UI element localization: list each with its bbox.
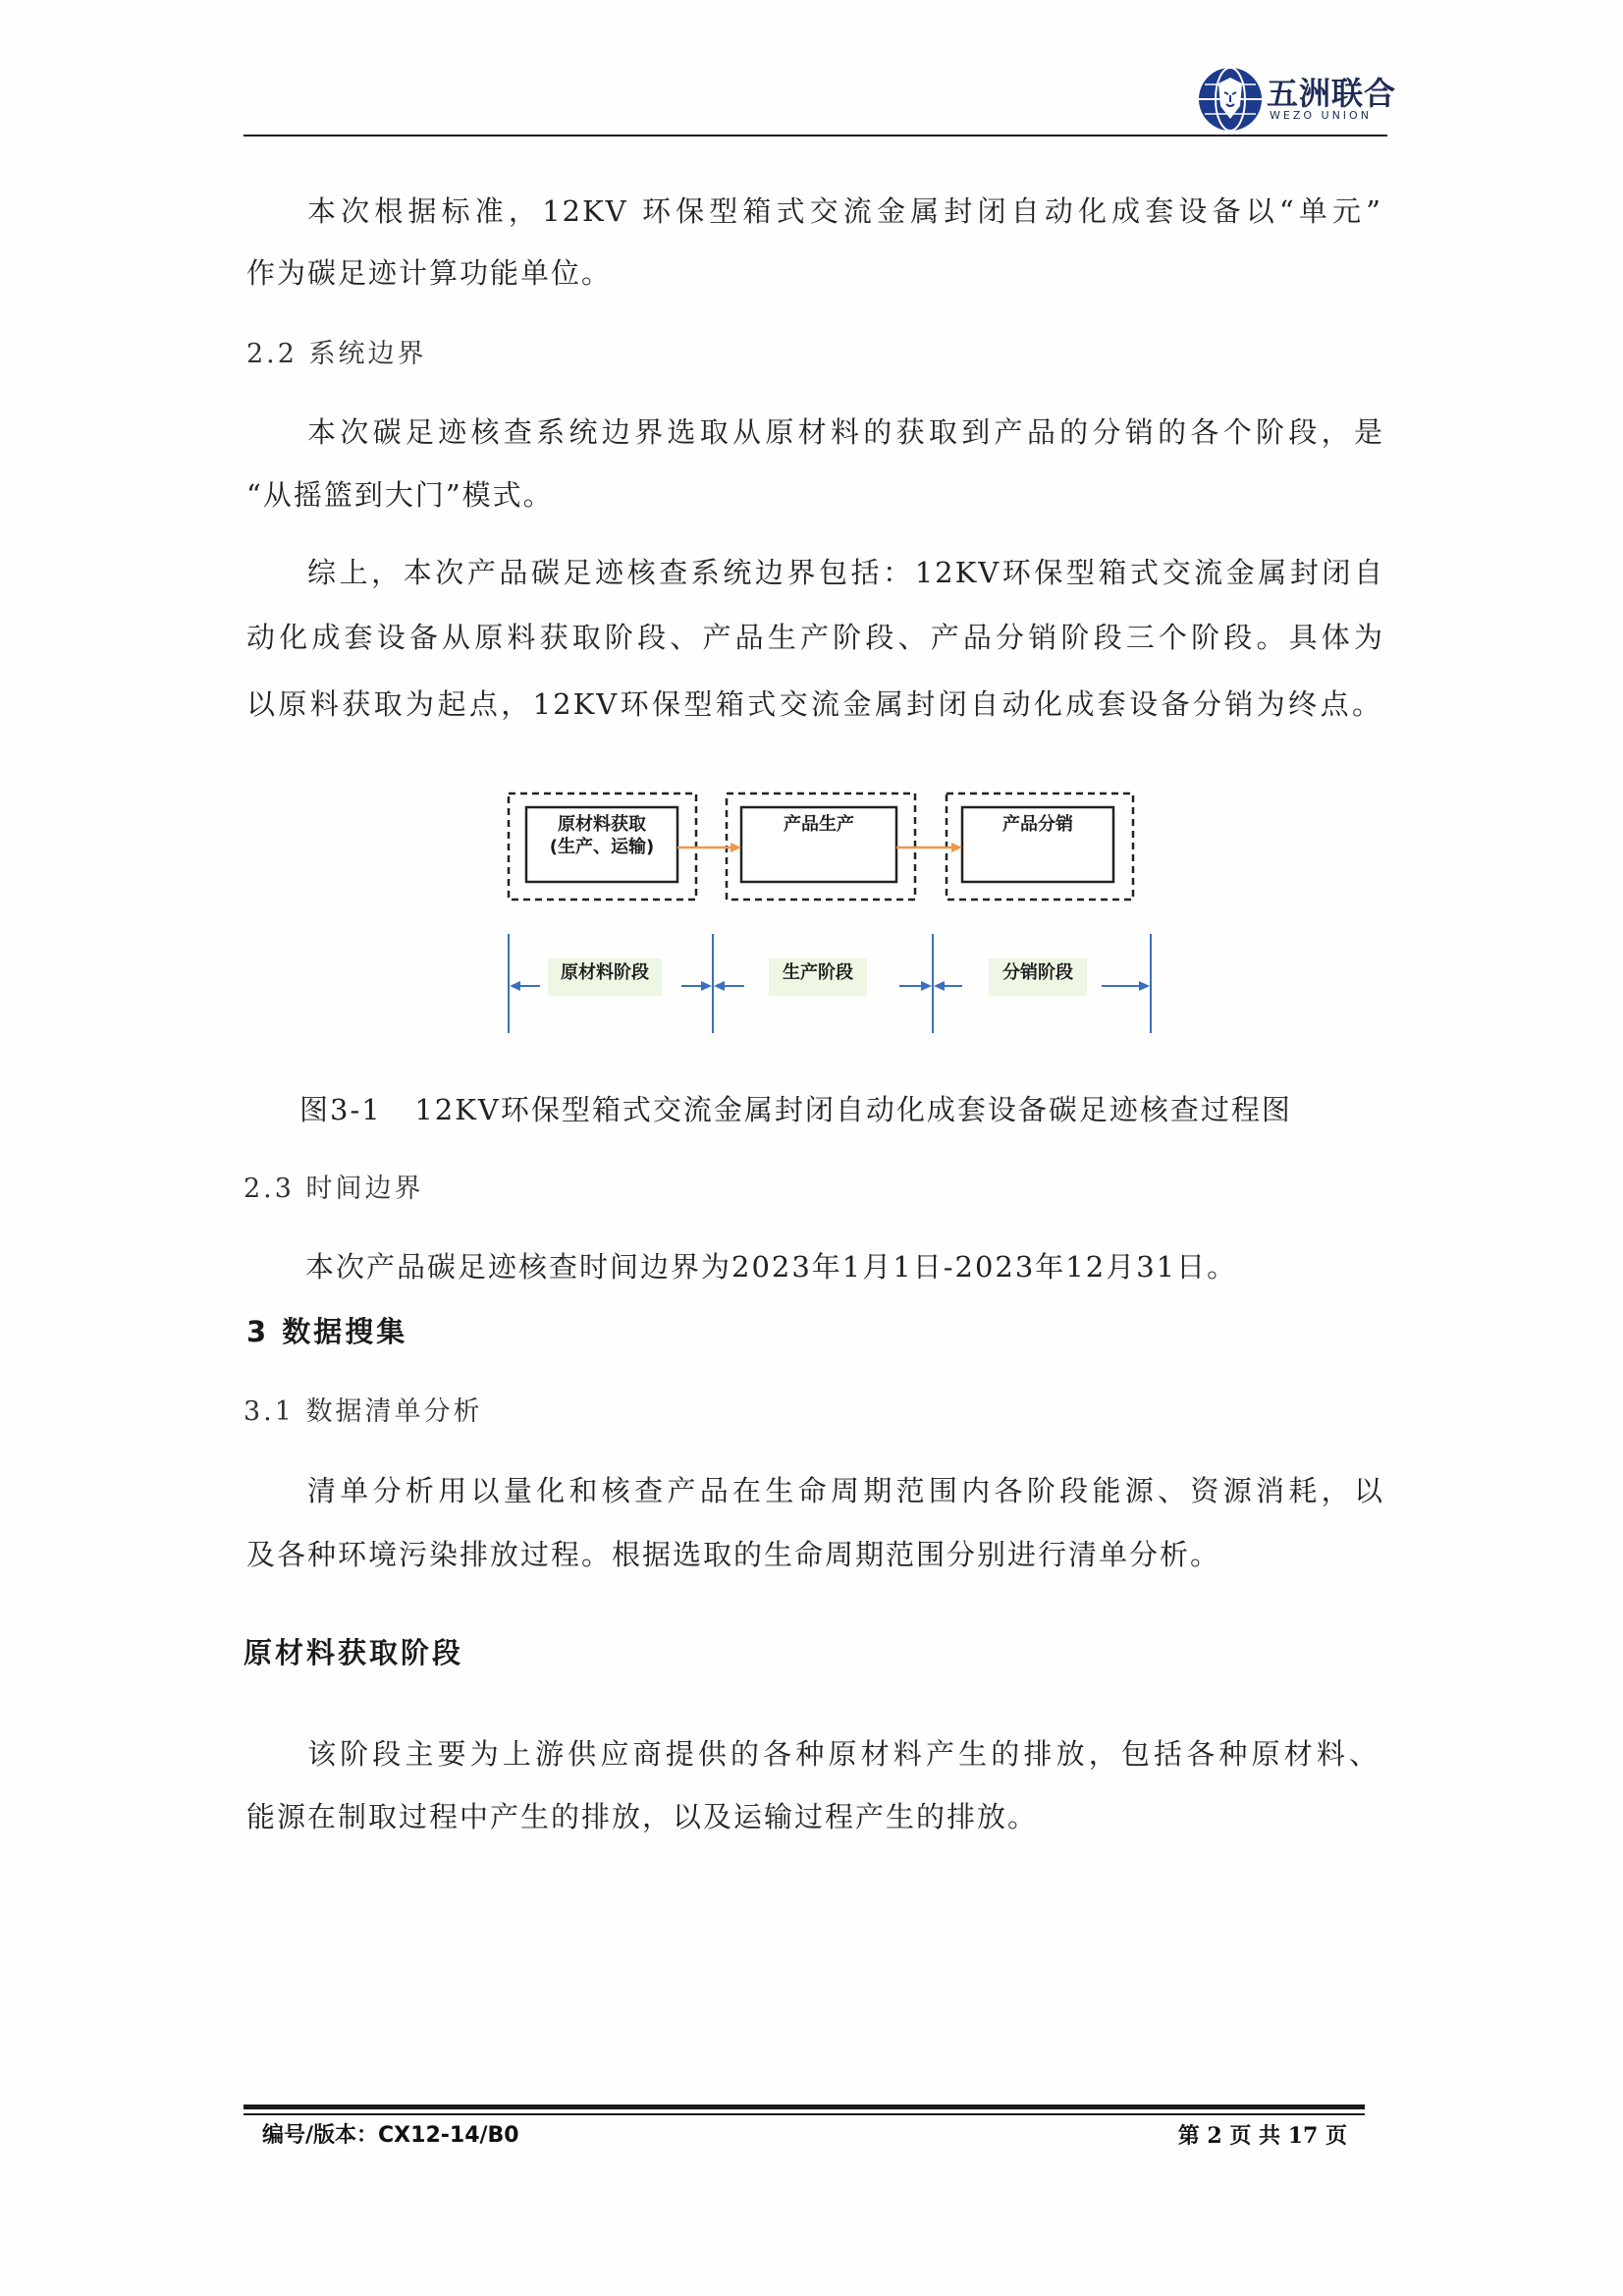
stage-3-right-arrow-head	[1139, 981, 1150, 991]
process-diagram	[491, 776, 1178, 1061]
logo-name: 五洲联合	[1267, 75, 1397, 112]
wezo-globe-logo-icon	[1196, 65, 1265, 134]
paragraph-line: 以原料获取为起点，12KV环保型箱式交流金属封闭自动化成套设备分销为终点。	[246, 687, 1382, 721]
paragraph-line: 动化成套设备从原料获取阶段、产品生产阶段、产品分销阶段三个阶段。具体为	[246, 621, 1384, 654]
stage-2-right-arrow-head	[921, 981, 932, 991]
stage-label-raw-material: 原材料阶段	[561, 962, 649, 983]
footer-page-info: 第 2 页 共 17 页	[1177, 2123, 1347, 2149]
subsection-heading-raw-material: 原材料获取阶段	[243, 1636, 464, 1669]
section-heading-2-3: 2.3 时间边界	[243, 1174, 424, 1204]
section-heading-3-1: 3.1 数据清单分析	[243, 1396, 483, 1427]
footer-rule-thin	[243, 2113, 1365, 2115]
header-rule	[243, 135, 1387, 137]
process-box-1-label: 原材料获取	[558, 814, 646, 835]
figure-caption: 图3-1 12KV环保型箱式交流金属封闭自动化成套设备碳足迹核查过程图	[299, 1093, 1292, 1126]
flow-arrow-2-head	[951, 843, 962, 852]
paragraph-line: 本次产品碳足迹核查时间边界为2023年1月1日-2023年12月31日。	[305, 1250, 1238, 1284]
process-box-3-label: 产品分销	[1002, 814, 1073, 835]
logo-subtitle: WEZO UNION	[1270, 109, 1372, 122]
paragraph-line: 本次碳足迹核查系统边界选取从原材料的获取到产品的分销的各个阶段，是	[307, 415, 1384, 449]
paragraph-line: “从摇篮到大门”模式。	[246, 478, 554, 512]
paragraph-line: 能源在制取过程中产生的排放，以及运输过程产生的排放。	[246, 1800, 1039, 1833]
paragraph-line: 清单分析用以量化和核查产品在生命周期范围内各阶段能源、资源消耗，以	[307, 1474, 1384, 1507]
stage-3-left-arrow-head	[934, 981, 945, 991]
paragraph-line: 及各种环境污染排放过程。根据选取的生命周期范围分别进行清单分析。	[246, 1538, 1221, 1571]
section-heading-2-2: 2.2 系统边界	[246, 339, 427, 369]
stage-1-right-arrow-head	[701, 981, 712, 991]
footer-doc-version: 编号/版本：CX12-14/B0	[262, 2123, 519, 2148]
stage-label-distribution: 分销阶段	[1002, 962, 1073, 983]
process-box-2-label: 产品生产	[784, 814, 854, 835]
stage-1-left-arrow-head	[510, 981, 520, 991]
flow-arrow-1-head	[730, 843, 741, 852]
paragraph-line: 该阶段主要为上游供应商提供的各种原材料产生的排放，包括各种原材料、	[307, 1737, 1380, 1771]
footer-rule-thick	[243, 2105, 1365, 2109]
paragraph-line: 作为碳足迹计算功能单位。	[246, 256, 613, 290]
stage-label-production: 生产阶段	[783, 962, 853, 983]
process-box-1-sublabel: (生产、运输)	[549, 837, 655, 857]
stage-2-left-arrow-head	[714, 981, 725, 991]
section-heading-3: 3 数据搜集	[246, 1315, 408, 1348]
paragraph-line: 综上，本次产品碳足迹核查系统边界包括：12KV环保型箱式交流金属封闭自	[307, 556, 1384, 589]
paragraph-line: 本次根据标准，12KV 环保型箱式交流金属封闭自动化成套设备以“单元”	[307, 194, 1382, 228]
